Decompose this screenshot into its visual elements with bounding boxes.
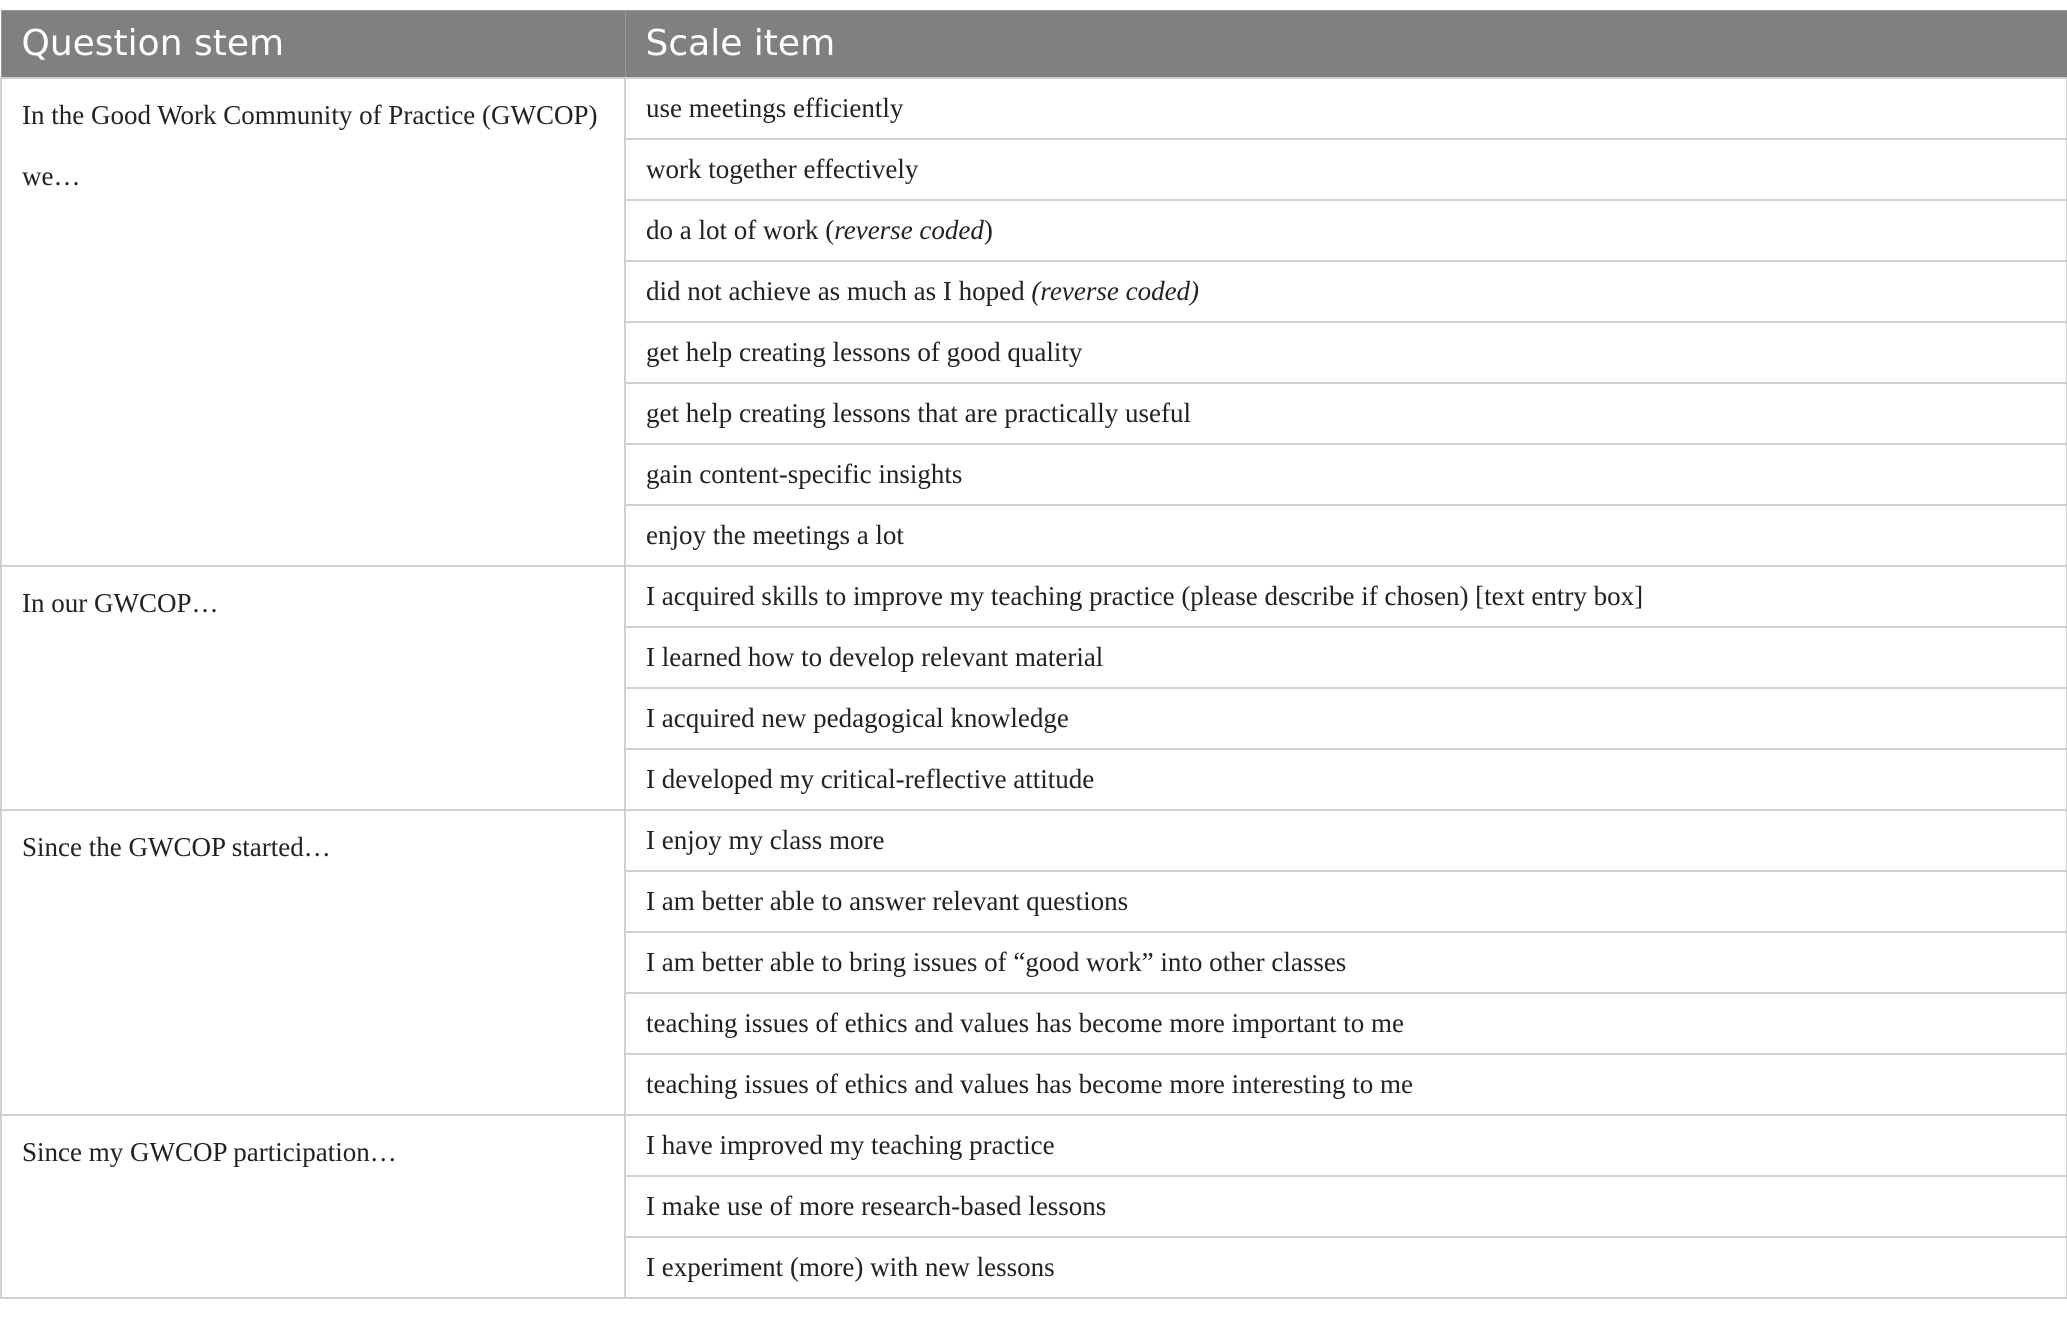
scale-item-cell	[625, 566, 2067, 627]
scale-item-text: teaching issues of ethics and values has become more important to me	[646, 1007, 1405, 1038]
scale-item-text: I am better able to bring issues of “good work” into other classes	[646, 946, 1347, 977]
scale-item-text: did not achieve as much as I hoped	[646, 275, 1032, 306]
scale-item-cell	[625, 688, 2067, 749]
scale-item-text: I experiment (more) with new lessons	[646, 1251, 1055, 1282]
scale-item-cell	[625, 322, 2067, 383]
scale-item-cell	[625, 505, 2067, 566]
scale-item-text: I enjoy my class more	[646, 824, 885, 855]
scale-item-text: I acquired skills to improve my teaching practice (please describe if chosen) [text entry box]	[646, 580, 1644, 611]
scale-item-cell	[625, 871, 2067, 932]
scale-item-cell	[625, 932, 2067, 993]
header-question-stem: Question stem	[1, 11, 625, 78]
question-stem-cell: Since the GWCOP started…	[1, 810, 625, 1115]
scale-item-text: get help creating lessons of good quality	[646, 336, 1083, 367]
question-stem-cell: In the Good Work Community of Practice (GWCOP) we…	[1, 78, 625, 566]
scale-item-cell	[625, 1115, 2067, 1176]
scale-item-cell	[625, 139, 2067, 200]
scale-item-text: do a lot of work (	[646, 214, 835, 245]
scale-item-text: use meetings efficiently	[646, 92, 904, 123]
header-scale-item: Scale item	[625, 11, 2067, 78]
scale-item-text: I acquired new pedagogical knowledge	[646, 702, 1069, 733]
scale-item-text: I learned how to develop relevant material	[646, 641, 1104, 672]
table-body	[1, 78, 2067, 1298]
scale-item-text: I make use of more research-based lessons	[646, 1190, 1107, 1221]
reverse-coded-note: reverse coded	[834, 214, 984, 245]
table-row	[1, 810, 2067, 871]
scale-item-cell	[625, 1237, 2067, 1298]
scale-item-cell	[625, 444, 2067, 505]
scale-item-text: I am better able to answer relevant questions	[646, 885, 1129, 916]
scale-item-cell	[625, 749, 2067, 810]
scale-item-cell	[625, 383, 2067, 444]
scale-item-cell	[625, 200, 2067, 261]
scale-item-cell	[625, 261, 2067, 322]
scale-item-text: teaching issues of ethics and values has become more interesting to me	[646, 1068, 1414, 1099]
scale-item-cell	[625, 1176, 2067, 1237]
scale-item-text: get help creating lessons that are practically useful	[646, 397, 1192, 428]
table-row	[1, 78, 2067, 139]
table-header-row	[1, 11, 2067, 78]
scale-item-cell	[625, 993, 2067, 1054]
table-row	[1, 1115, 2067, 1176]
reverse-coded-note: (reverse coded)	[1031, 275, 1200, 306]
scale-item-text: I developed my critical-reflective attitude	[646, 763, 1095, 794]
scale-items-table	[0, 10, 2067, 1299]
question-stem-cell: Since my GWCOP participation…	[1, 1115, 625, 1298]
scale-item-cell	[625, 1054, 2067, 1115]
scale-item-cell	[625, 810, 2067, 871]
question-stem-cell: In our GWCOP…	[1, 566, 625, 810]
table-row	[1, 566, 2067, 627]
scale-item-text: I have improved my teaching practice	[646, 1129, 1055, 1160]
scale-item-text: enjoy the meetings a lot	[646, 519, 904, 550]
scale-item-cell	[625, 78, 2067, 139]
scale-item-text: gain content-specific insights	[646, 458, 963, 489]
scale-item-text: work together effectively	[646, 153, 919, 184]
scale-item-suffix: )	[983, 214, 993, 245]
scale-item-cell	[625, 627, 2067, 688]
